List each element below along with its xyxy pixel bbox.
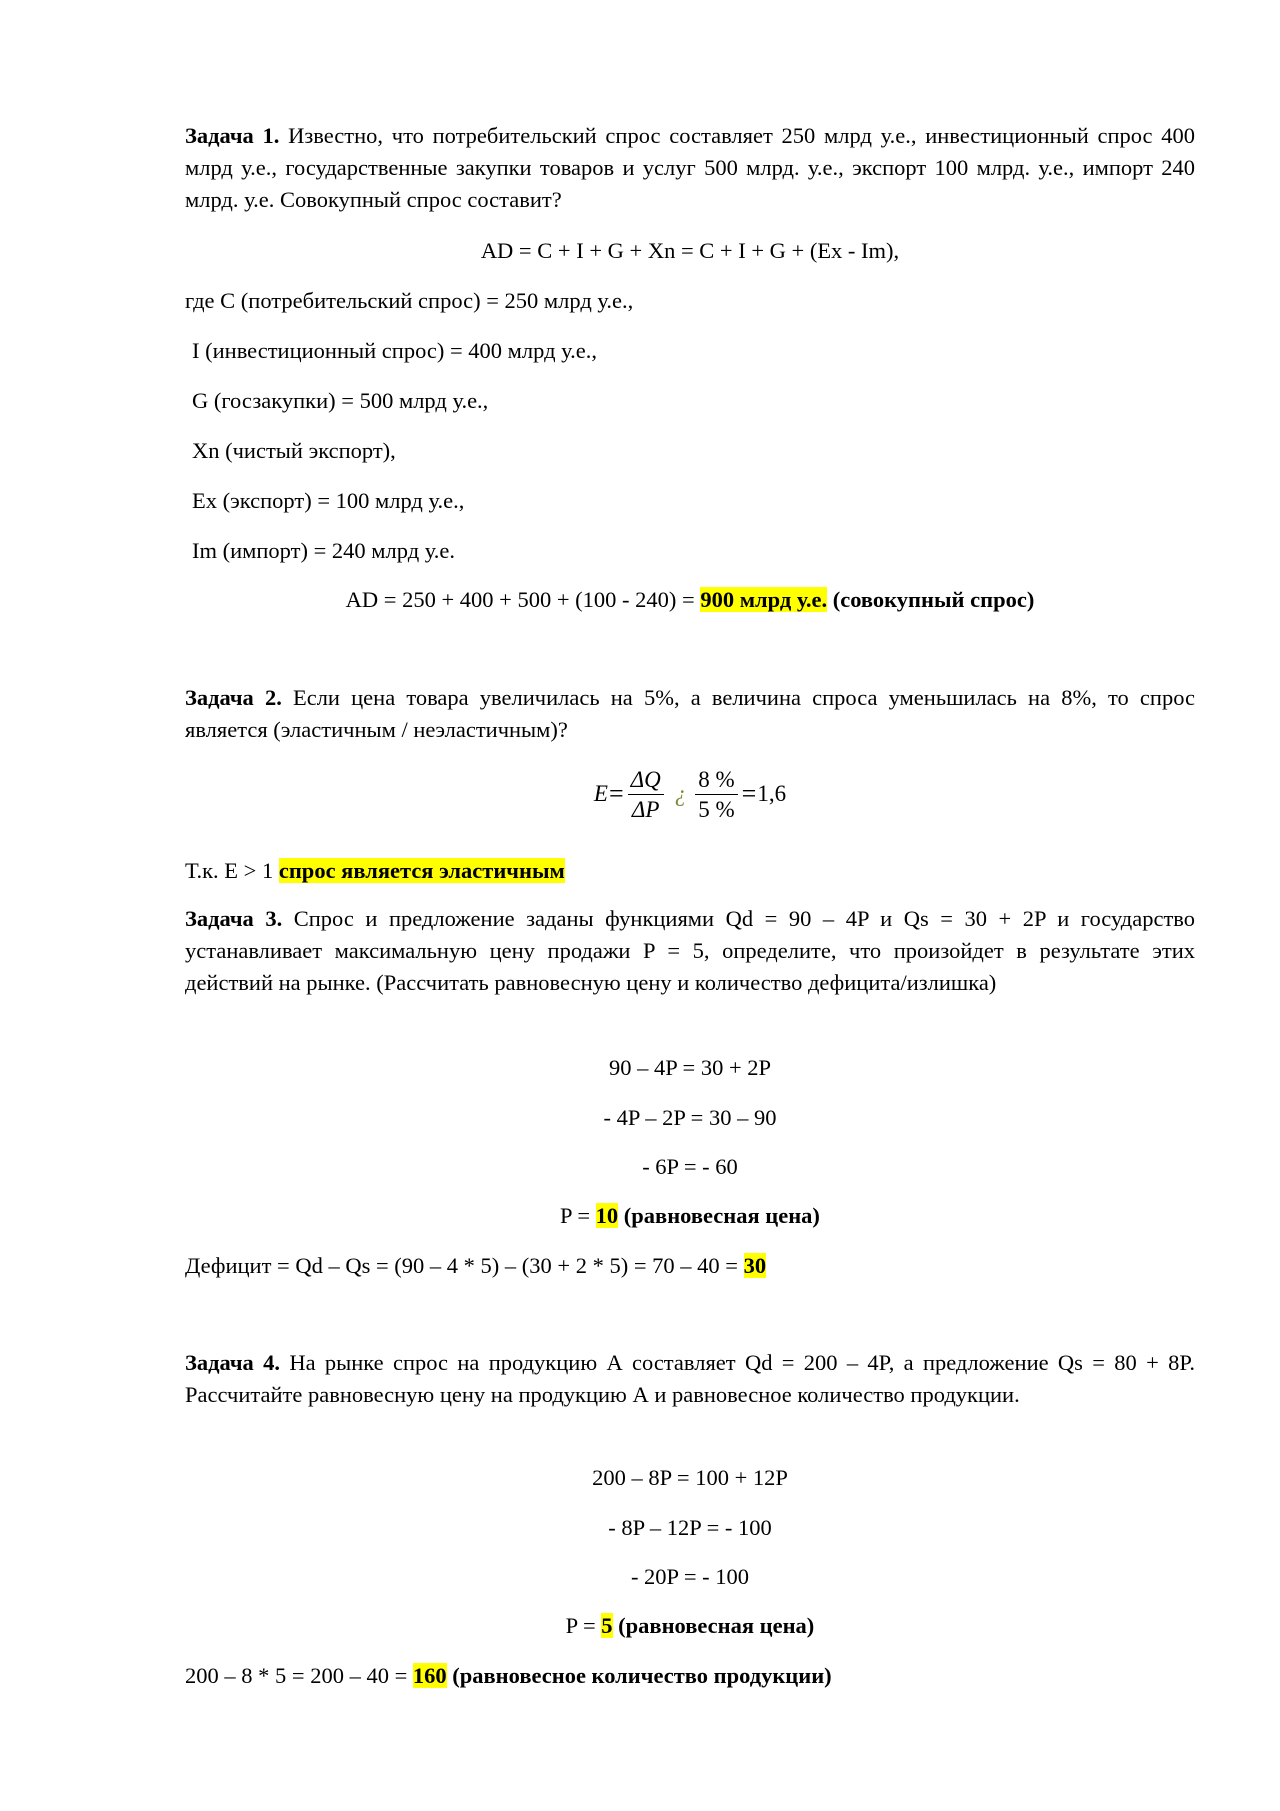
task1-def-g: G (госзакупки) = 500 млрд у.е., xyxy=(192,388,489,413)
task4-step-2: - 8P – 12P = - 100 xyxy=(608,1515,772,1540)
formula-fraction-percent xyxy=(695,767,737,822)
task3-price xyxy=(185,1200,1195,1232)
task3-statement xyxy=(185,903,1195,999)
task1-def-c: где C (потребительский спрос) = 250 млрд у.е., xyxy=(185,288,634,313)
task1-calc-prefix: AD = 250 + 400 + 500 + (100 - 240) = xyxy=(345,587,701,612)
task3-price-suffix: (равновесная цена) xyxy=(618,1203,820,1228)
task4-text: На рынке спрос на продукцию А составляет Qd = 200 – 4P, а предложение Qs = 80 + 8P. Рассчитайте равновесную цену на продукцию А и равновесное количество продукции. xyxy=(185,1350,1195,1407)
task2-text: Если цена товара увеличилась на 5%, а величина спроса уменьшилась на 8%, то спрос является (эластичным / неэластичным)? xyxy=(185,685,1196,742)
task3-step-1: 90 – 4P = 30 + 2P xyxy=(608,1055,772,1080)
task4-price-prefix: P = xyxy=(565,1613,602,1638)
task1-title: Задача 1. xyxy=(185,123,280,148)
task1-text: Известно, что потребительский спрос составляет 250 млрд у.е., инвестиционный спрос 400 млрд у.е., государственные закупки товаров и услуг 500 млрд. у.е., экспорт 100 млрд. у.е., импорт 240 млрд. у.е. Совокупный спрос составит? xyxy=(185,123,1196,212)
formula-equals-2: = xyxy=(741,779,757,808)
task3-text: Спрос и предложение заданы функциями Qd = 90 – 4P и Qs = 30 + 2P и государство устанавливает максимальную цену продажи P = 5, определите, что произойдет в результате этих действий на рынке. (Рассчитать равновесную цену и количество дефицита/излишка) xyxy=(185,906,1196,995)
task4-step-3: - 20P = - 100 xyxy=(630,1564,750,1589)
task4-title: Задача 4. xyxy=(185,1350,280,1375)
formula-fraction-percent-den: 5 % xyxy=(698,796,735,822)
formula-glyph: ¿ xyxy=(674,781,687,806)
task1-def-ex: Ex (экспорт) = 100 млрд у.е., xyxy=(192,488,465,513)
task2-conclusion xyxy=(185,855,565,887)
formula-fraction-delta-den: ΔP xyxy=(631,796,660,822)
task3-deficit xyxy=(185,1250,766,1282)
task2-elasticity-formula xyxy=(185,756,1195,832)
task2-answer: спрос является эластичным xyxy=(278,858,565,883)
task2-statement xyxy=(185,682,1195,746)
task1-result-suffix: (совокупный спрос) xyxy=(827,587,1035,612)
task1-def-im: Im (импорт) = 240 млрд у.е. xyxy=(192,538,456,563)
task4-price xyxy=(185,1610,1195,1642)
task1-statement xyxy=(185,120,1195,216)
formula-fraction-delta-num: ΔQ xyxy=(628,767,664,795)
task1-calculation xyxy=(185,584,1195,616)
formula-equals-1: = xyxy=(608,779,624,808)
task3-deficit-prefix: Дефицит = Qd – Qs = (90 – 4 * 5) – (30 + 2 * 5) = 70 – 40 = xyxy=(185,1253,744,1278)
task3-step-2: - 4P – 2P = 30 – 90 xyxy=(603,1105,777,1130)
task3-deficit-value: 30 xyxy=(743,1253,767,1278)
task4-price-suffix: (равновесная цена) xyxy=(612,1613,815,1638)
task4-statement xyxy=(185,1347,1195,1411)
task1-def-xn: Xn (чистый экспорт), xyxy=(192,438,396,463)
task4-qty-value: 160 xyxy=(412,1663,447,1688)
formula-fraction-delta xyxy=(628,767,664,822)
task3-step-3: - 6P = - 60 xyxy=(642,1154,738,1179)
formula-fraction-percent-num: 8 % xyxy=(695,767,737,795)
task1-result: 900 млрд у.е. xyxy=(700,587,828,612)
task1-def-i: I (инвестиционный спрос) = 400 млрд у.е., xyxy=(192,338,598,363)
task4-qty-prefix: 200 – 8 * 5 = 200 – 40 = xyxy=(185,1663,413,1688)
formula-value: 1,6 xyxy=(757,781,787,806)
task4-price-value: 5 xyxy=(601,1613,613,1638)
task4-quantity xyxy=(185,1660,832,1692)
task1-formula: AD = C + I + G + Xn = C + I + G + (Ex - Im), xyxy=(480,238,900,263)
task4-qty-suffix: (равновесное количество продукции) xyxy=(446,1663,832,1688)
formula-lhs: E xyxy=(593,781,608,806)
task4-step-1: 200 – 8P = 100 + 12P xyxy=(592,1465,788,1490)
task3-price-value: 10 xyxy=(595,1203,619,1228)
task2-title: Задача 2. xyxy=(185,685,282,710)
task2-conclusion-prefix: Т.к. E > 1 xyxy=(185,858,279,883)
task3-title: Задача 3. xyxy=(185,906,283,931)
task3-price-prefix: P = xyxy=(560,1203,596,1228)
